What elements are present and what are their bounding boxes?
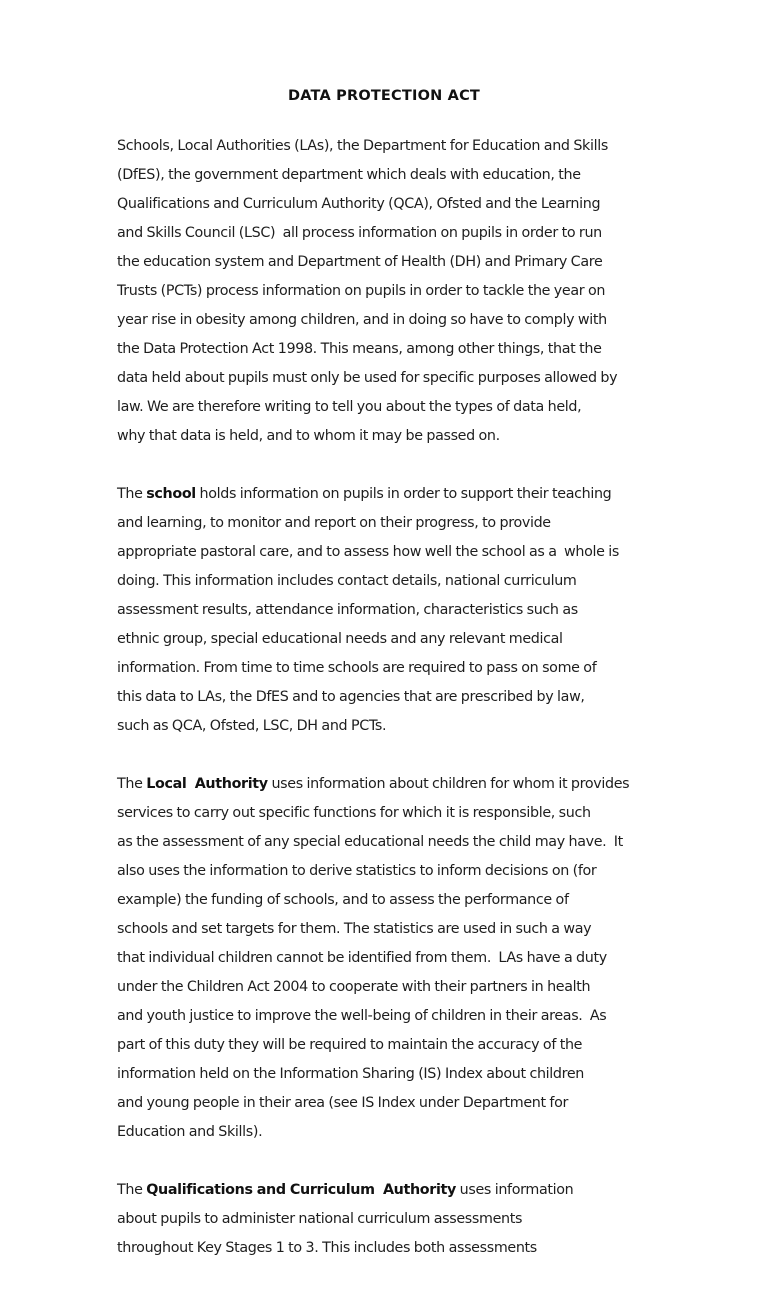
document-body xyxy=(117,132,677,1292)
paragraph-local-authority xyxy=(117,770,677,1147)
text-line xyxy=(117,248,677,277)
text-line xyxy=(117,596,677,625)
line-text: this data to LAs, the DfES and to agencies that are prescribed by law, xyxy=(117,689,585,705)
text-line xyxy=(117,1118,677,1147)
text-line xyxy=(117,1234,677,1263)
text-line xyxy=(117,161,677,190)
text-line xyxy=(117,219,677,248)
line-text: appropriate pastoral care, and to assess how well the school as a whole is xyxy=(117,544,619,560)
line-text: year rise in obesity among children, and in doing so have to comply with xyxy=(117,312,607,328)
line-text: about pupils to administer national curriculum assessments xyxy=(117,1211,523,1227)
line-text: such as QCA, Ofsted, LSC, DH and PCTs. xyxy=(117,718,387,734)
line-text: also uses the information to derive statistics to inform decisions on (for xyxy=(117,863,597,879)
text-line xyxy=(117,683,677,712)
text-line xyxy=(117,799,677,828)
line-text: the education system and Department of Health (DH) and Primary Care xyxy=(117,254,603,270)
text-line xyxy=(117,654,677,683)
paragraph-school xyxy=(117,480,677,741)
text-line xyxy=(117,1089,677,1118)
text-line xyxy=(117,828,677,857)
document-title: DATA PROTECTION ACT xyxy=(287,88,481,104)
line-text: Education and Skills). xyxy=(117,1124,263,1140)
text-line xyxy=(117,364,677,393)
text-line xyxy=(117,393,677,422)
line-text: assessment results, attendance information, characteristics such as xyxy=(117,602,578,618)
text-line xyxy=(117,1176,677,1205)
line-text: doing. This information includes contact details, national curriculum xyxy=(117,573,577,589)
text-line xyxy=(117,190,677,219)
text-line xyxy=(117,277,677,306)
paragraph-intro xyxy=(117,132,677,451)
text-line xyxy=(117,1205,677,1234)
text-line xyxy=(117,625,677,654)
text-line xyxy=(117,1031,677,1060)
line-text: example) the funding of schools, and to assess the performance of xyxy=(117,892,569,908)
emphasized-term: Local Authority xyxy=(146,776,268,792)
emphasized-term: school xyxy=(146,486,196,502)
line-text: why that data is held, and to whom it may be passed on. xyxy=(117,428,500,444)
line-text: Trusts (PCTs) process information on pupils in order to tackle the year on xyxy=(117,283,606,299)
text-line xyxy=(117,1002,677,1031)
text-line xyxy=(117,944,677,973)
text-line xyxy=(117,567,677,596)
line-text: that individual children cannot be identified from them. LAs have a duty xyxy=(117,950,607,966)
text-line xyxy=(117,712,677,741)
line-text: and Skills Council (LSC) all process information on pupils in order to run xyxy=(117,225,602,241)
line-text: holds information on pupils in order to support their teaching xyxy=(195,486,612,502)
line-text: ethnic group, special educational needs and any relevant medical xyxy=(117,631,563,647)
line-text: and youth justice to improve the well-being of children in their areas. As xyxy=(117,1008,607,1024)
line-text: as the assessment of any special educational needs the child may have. It xyxy=(117,834,623,850)
line-text: and young people in their area (see IS Index under Department for xyxy=(117,1095,569,1111)
line-text: throughout Key Stages 1 to 3. This includes both assessments xyxy=(117,1240,537,1256)
line-text: uses information xyxy=(455,1182,574,1198)
line-text: law. We are therefore writing to tell you about the types of data held, xyxy=(117,399,582,415)
text-line xyxy=(117,973,677,1002)
line-text: The xyxy=(117,1182,147,1198)
line-text: schools and set targets for them. The statistics are used in such a way xyxy=(117,921,592,937)
text-line xyxy=(117,422,677,451)
text-line xyxy=(117,538,677,567)
paragraph-qca xyxy=(117,1176,677,1263)
text-line xyxy=(117,509,677,538)
line-text: services to carry out specific functions for which it is responsible, such xyxy=(117,805,591,821)
text-line xyxy=(117,886,677,915)
text-line xyxy=(117,335,677,364)
line-text: information held on the Information Sharing (IS) Index about children xyxy=(117,1066,585,1082)
line-text: and learning, to monitor and report on their progress, to provide xyxy=(117,515,551,531)
line-text: information. From time to time schools are required to pass on some of xyxy=(117,660,597,676)
line-text: The xyxy=(117,486,147,502)
line-text: (DfES), the government department which deals with education, the xyxy=(117,167,581,183)
text-line xyxy=(117,857,677,886)
line-text: The xyxy=(117,776,147,792)
line-text: data held about pupils must only be used for specific purposes allowed by xyxy=(117,370,618,386)
text-line xyxy=(117,1060,677,1089)
text-line xyxy=(117,306,677,335)
text-line xyxy=(117,770,677,799)
line-text: Schools, Local Authorities (LAs), the Department for Education and Skills xyxy=(117,138,608,154)
text-line xyxy=(117,132,677,161)
line-text: Qualifications and Curriculum Authority (QCA), Ofsted and the Learning xyxy=(117,196,601,212)
text-line xyxy=(117,915,677,944)
line-text: under the Children Act 2004 to cooperate with their partners in health xyxy=(117,979,591,995)
emphasized-term: Qualifications and Curriculum Authority xyxy=(146,1182,456,1198)
line-text: the Data Protection Act 1998. This means, among other things, that the xyxy=(117,341,602,357)
text-line xyxy=(117,480,677,509)
line-text: uses information about children for whom it provides xyxy=(267,776,630,792)
line-text: part of this duty they will be required to maintain the accuracy of the xyxy=(117,1037,583,1053)
